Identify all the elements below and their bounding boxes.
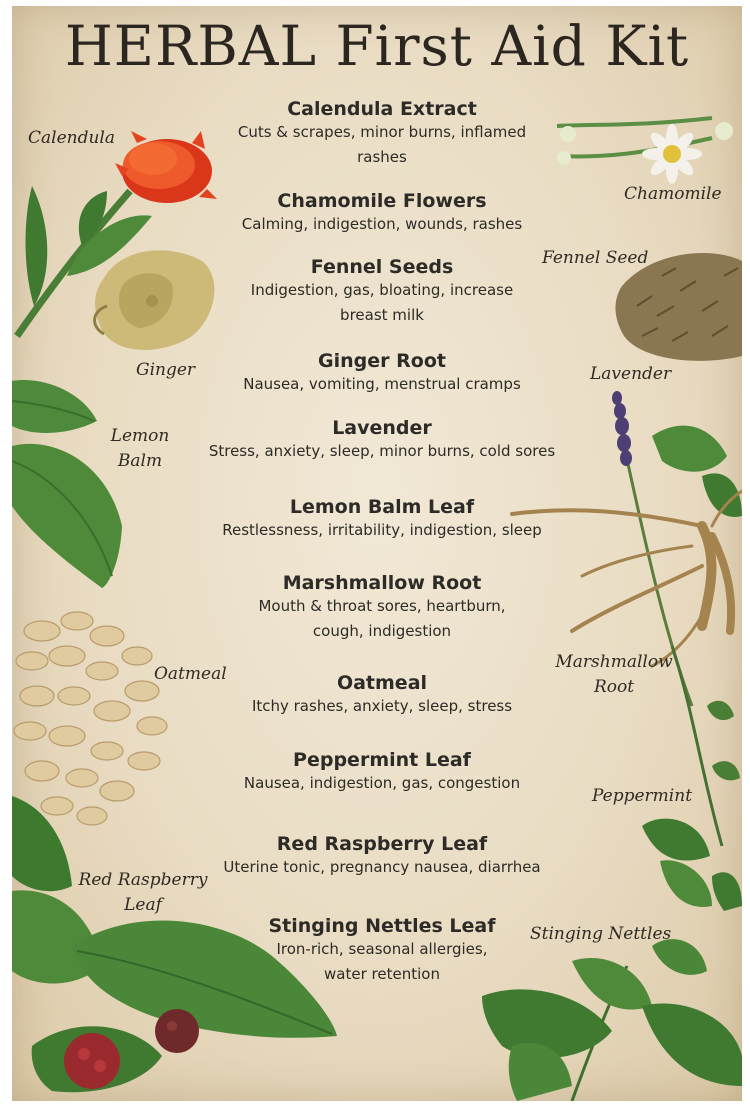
remedy-uses: Indigestion, gas, bloating, increase breast milk [250, 281, 514, 324]
herb-label-ginger: Ginger [136, 360, 196, 380]
remedy-name: Lavender [332, 417, 432, 439]
herb-label-peppermint: Peppermint [592, 786, 693, 806]
remedy-lemon-balm-leaf [192, 496, 572, 543]
remedy-ginger-root [192, 350, 572, 397]
remedy-name: Stinging Nettles Leaf [268, 915, 496, 937]
herb-label-lavender: Lavender [590, 364, 672, 384]
remedy-chamomile-flowers [192, 190, 572, 237]
remedy-fennel-seeds [192, 256, 572, 328]
herb-label-calendula: Calendula [28, 128, 115, 148]
remedy-uses: Nausea, indigestion, gas, congestion [243, 774, 521, 792]
chamomile-flowers-illustration [557, 118, 733, 184]
herb-label-lemon-balm: Lemon Balm [110, 426, 170, 471]
herb-label-fennel-seed: Fennel Seed [542, 248, 649, 268]
remedy-red-raspberry-leaf [192, 833, 572, 880]
remedy-uses: Mouth & throat sores, heartburn, cough, indigestion [258, 597, 506, 640]
remedy-name: Chamomile Flowers [277, 190, 487, 212]
remedy-name: Lemon Balm Leaf [289, 496, 475, 518]
remedy-name: Oatmeal [336, 672, 428, 694]
remedy-name: Peppermint Leaf [293, 749, 471, 771]
remedy-peppermint-leaf [192, 749, 572, 796]
remedy-uses: Restlessness, irritability, indigestion, sleep [222, 521, 542, 539]
remedy-uses: Uterine tonic, pregnancy nausea, diarrhea [223, 858, 541, 876]
herb-label-red-raspberry-leaf: Red Raspberry Leaf [78, 870, 208, 915]
remedy-marshmallow-root [192, 572, 572, 644]
remedy-name: Ginger Root [318, 350, 446, 372]
herb-label-stinging-nettles: Stinging Nettles [530, 924, 672, 944]
remedy-calendula-extract [192, 98, 572, 170]
remedy-stinging-nettles-leaf [192, 915, 572, 987]
poster-title: HERBAL First Aid Kit [64, 14, 690, 78]
remedy-uses: Itchy rashes, anxiety, sleep, stress [251, 697, 513, 715]
remedy-uses: Stress, anxiety, sleep, minor burns, cold sores [208, 442, 556, 460]
remedy-name: Red Raspberry Leaf [276, 833, 488, 855]
remedy-name: Calendula Extract [287, 98, 477, 120]
lemon-balm-leaves-illustration [12, 380, 122, 588]
remedy-uses: Calming, indigestion, wounds, rashes [241, 215, 523, 233]
oatmeal-flakes-illustration [14, 612, 167, 825]
remedy-uses: Iron-rich, seasonal allergies, water retention [276, 940, 488, 983]
remedy-lavender [192, 417, 572, 464]
herb-label-marshmallow-root: Marshmallow Root [555, 652, 673, 697]
remedy-name: Marshmallow Root [282, 572, 482, 594]
remedy-oatmeal [192, 672, 572, 719]
herb-label-oatmeal: Oatmeal [154, 664, 227, 684]
remedy-uses: Nausea, vomiting, menstrual cramps [243, 375, 521, 393]
herbal-first-aid-poster [12, 6, 742, 1101]
remedy-name: Fennel Seeds [310, 256, 454, 278]
remedy-uses: Cuts & scrapes, minor burns, inflamed rashes [237, 123, 527, 166]
herb-label-chamomile: Chamomile [624, 184, 722, 204]
